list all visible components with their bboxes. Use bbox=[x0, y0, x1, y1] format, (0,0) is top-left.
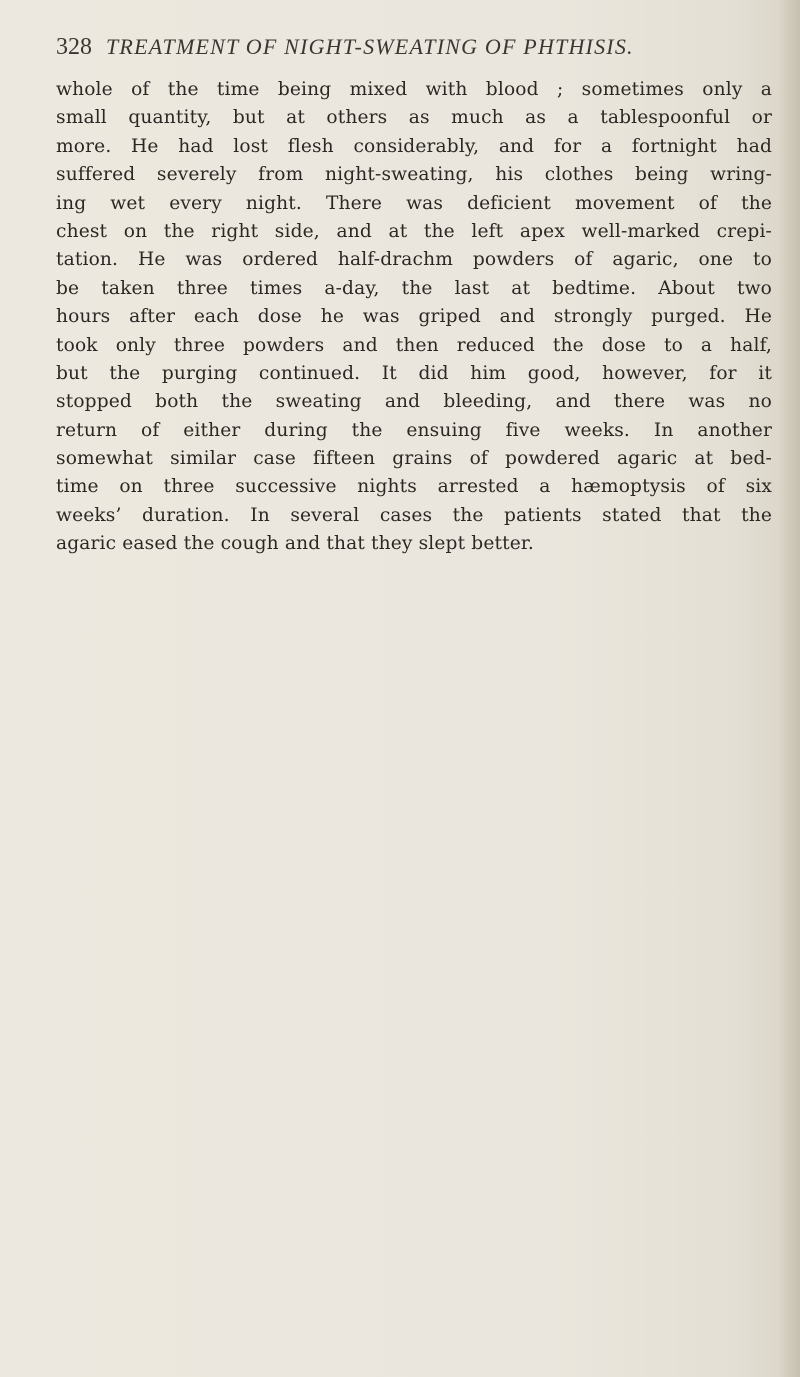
page-number: 328 bbox=[56, 34, 92, 60]
text-line: suffered severely from night-sweating, his clothes being wring- bbox=[56, 164, 772, 186]
body-paragraph bbox=[56, 76, 772, 559]
running-title: TREATMENT OF NIGHT-SWEATING OF PHTHISIS. bbox=[106, 34, 634, 59]
text-line: but the purging continued. It did him good, however, for it bbox=[56, 362, 772, 384]
text-line: agaric eased the cough and that they slept better. bbox=[56, 533, 534, 555]
text-line: time on three successive nights arrested a hæmoptysis of six bbox=[56, 476, 772, 498]
text-line: somewhat similar case fifteen grains of powdered agaric at bed- bbox=[56, 448, 772, 470]
text-line: hours after each dose he was griped and strongly purged. He bbox=[56, 306, 772, 328]
text-line: return of either during the ensuing five weeks. In another bbox=[56, 419, 772, 441]
text-line: took only three powders and then reduced the dose to a half, bbox=[56, 334, 772, 356]
text-line: small quantity, but at others as much as a tablespoonful or bbox=[56, 107, 772, 129]
text-line: stopped both the sweating and bleeding, and there was no bbox=[56, 391, 772, 413]
text-line: whole of the time being mixed with blood ; sometimes only a bbox=[56, 79, 772, 100]
text-line: chest on the right side, and at the left apex well-marked crepi- bbox=[56, 220, 772, 242]
page-edge-shadow bbox=[778, 0, 800, 1377]
text-line: weeks’ duration. In several cases the patients stated that the bbox=[56, 504, 772, 526]
text-line: tation. He was ordered half-drachm powders of agaric, one to bbox=[56, 249, 772, 271]
running-header bbox=[56, 28, 776, 68]
text-line: more. He had lost flesh considerably, and for a fortnight had bbox=[56, 135, 772, 157]
text-line: be taken three times a-day, the last at bedtime. About two bbox=[56, 277, 772, 299]
text-line: ing wet every night. There was deficient movement of the bbox=[56, 192, 772, 214]
